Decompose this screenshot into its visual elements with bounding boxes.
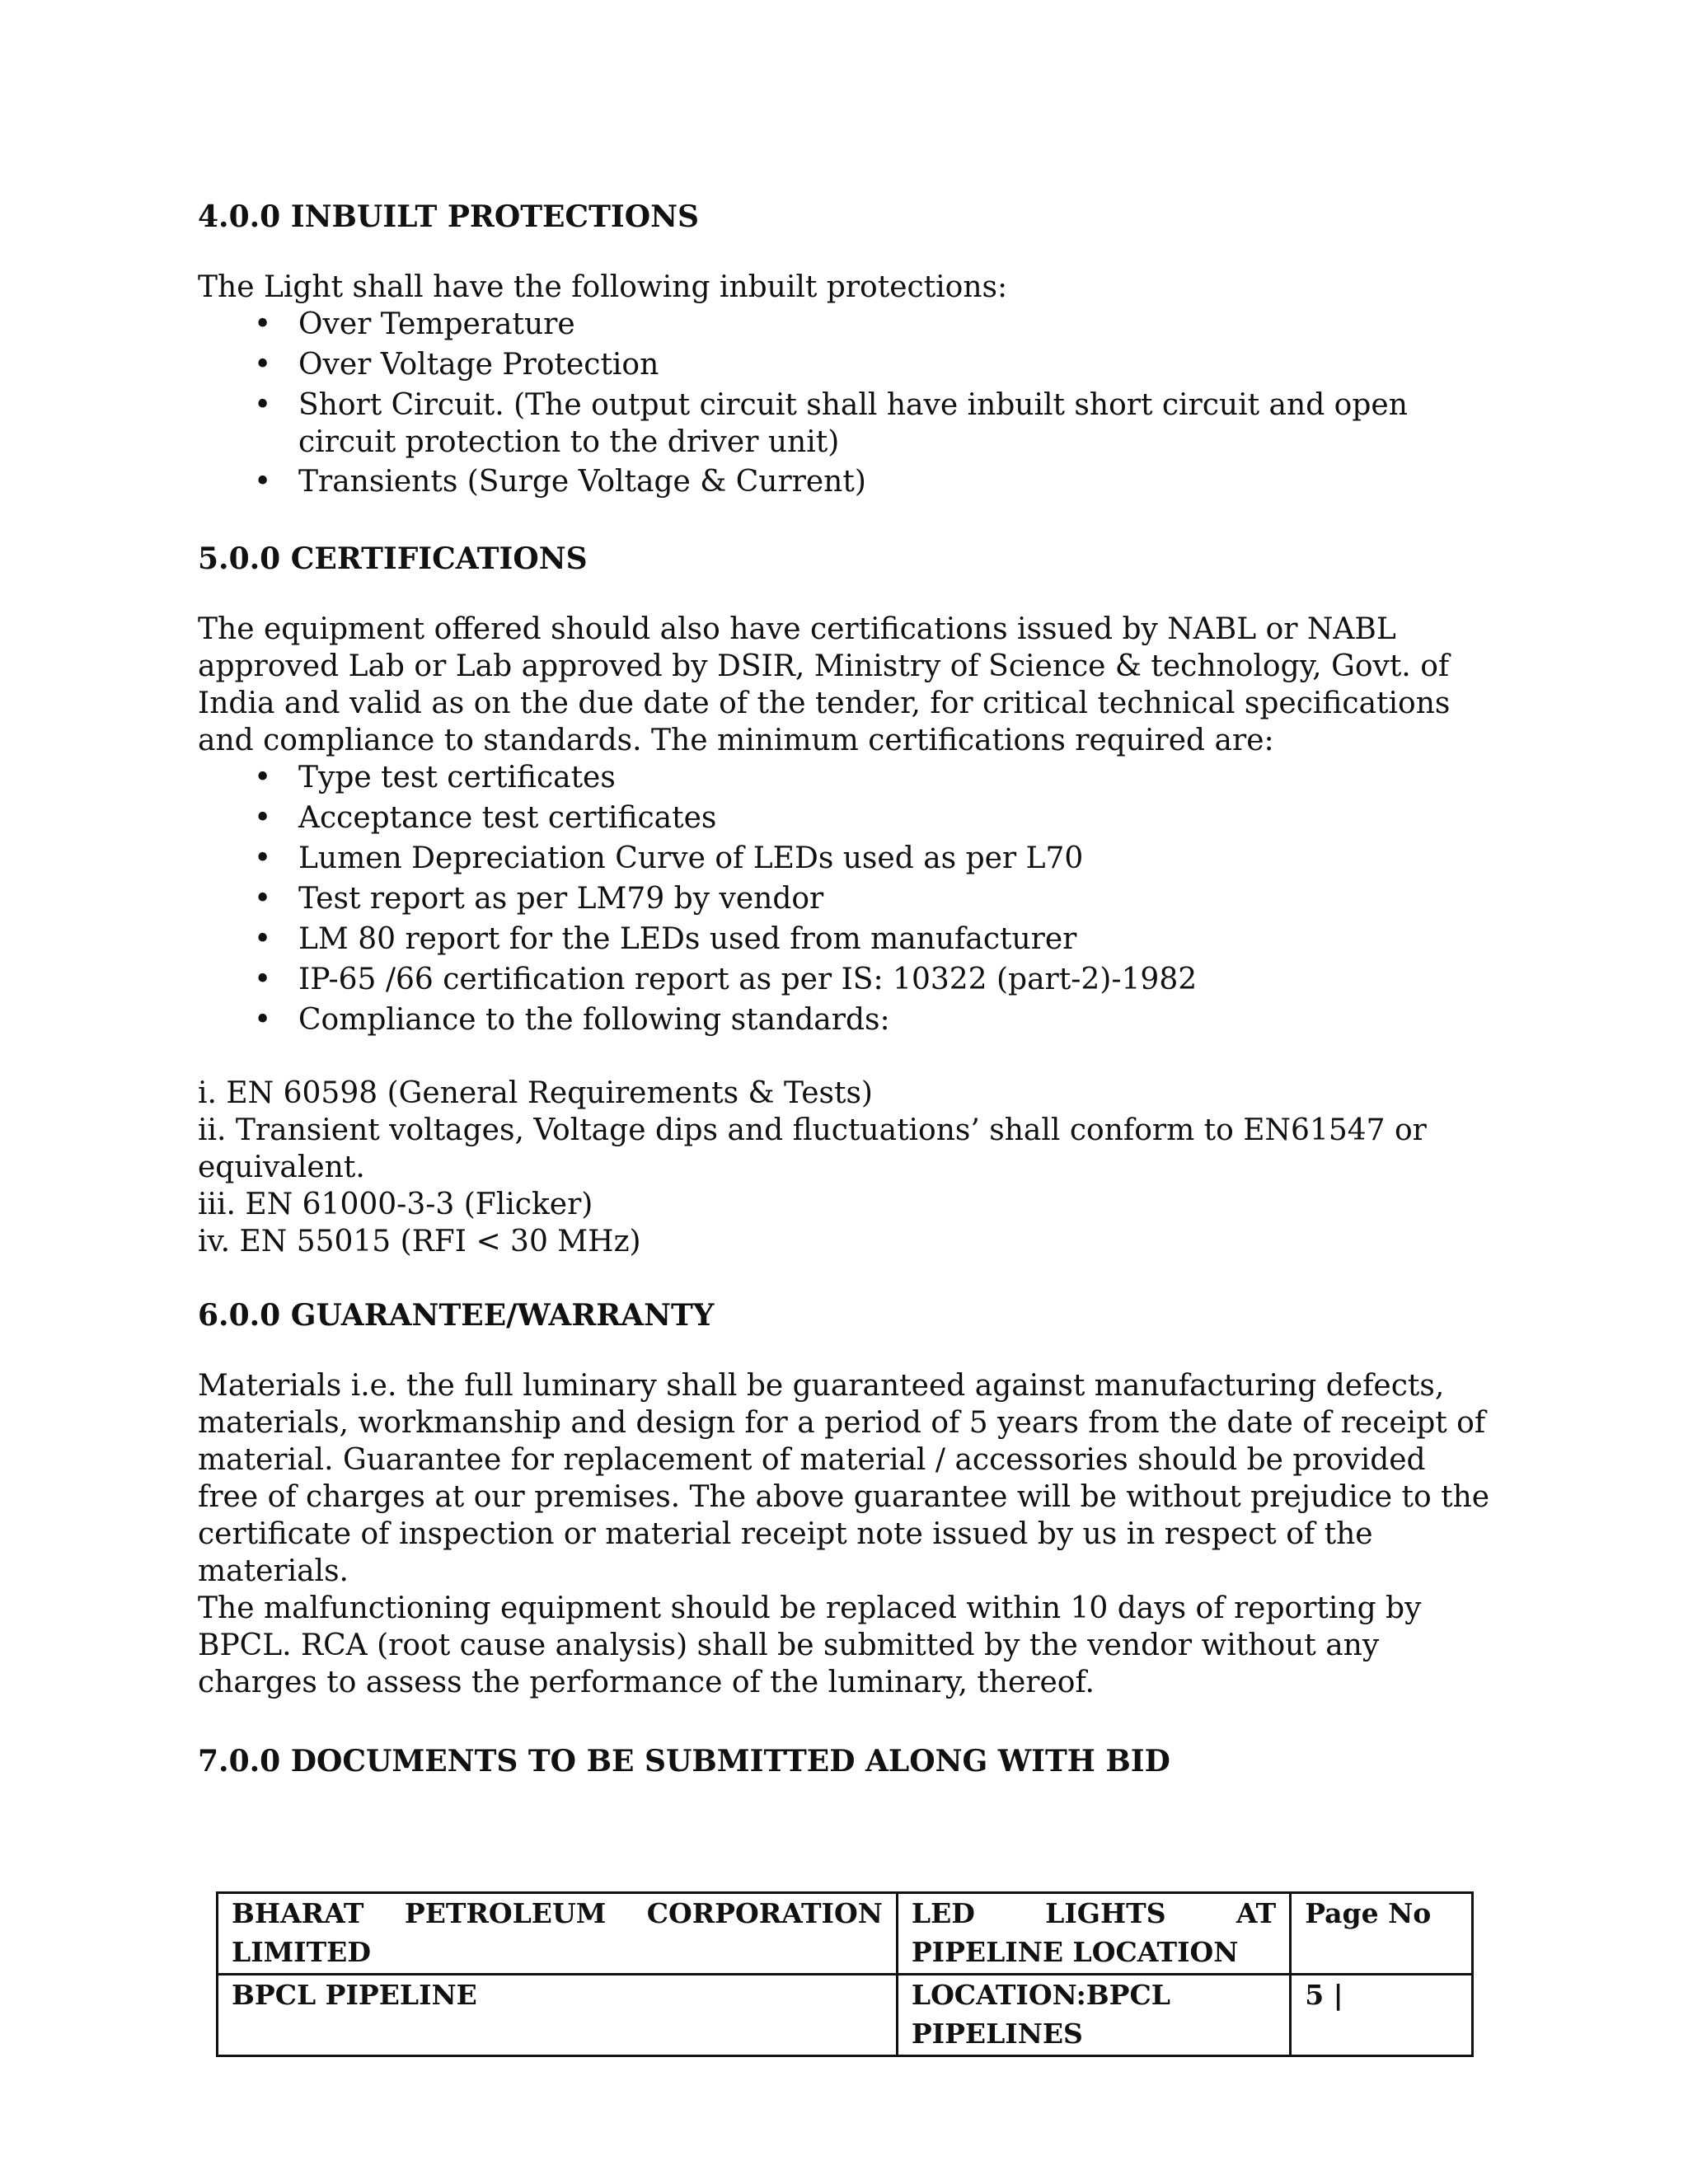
list-item: iii. EN 61000-3-3 (Flicker) bbox=[198, 1188, 593, 1221]
section-5-heading: 5.0.0 CERTIFICATIONS bbox=[198, 541, 588, 576]
section-5-bullet-list bbox=[198, 759, 1492, 1039]
bullet-icon: • bbox=[254, 307, 272, 341]
page-footer-table bbox=[216, 1891, 1474, 2057]
bullet-icon: • bbox=[254, 348, 272, 382]
bullet-icon: • bbox=[254, 761, 272, 794]
bullet-icon: • bbox=[254, 465, 272, 499]
section-4-bullet-list bbox=[198, 306, 1492, 501]
bullet-icon: • bbox=[254, 801, 272, 835]
section-6-heading: 6.0.0 GUARANTEE/WARRANTY bbox=[198, 1298, 715, 1333]
bullet-icon: • bbox=[254, 882, 272, 916]
list-item: • Short Circuit. (The output circuit shall have inbuilt short circuit and open circuit protection to the driver unit) bbox=[254, 388, 1408, 459]
standards-list bbox=[198, 1075, 1492, 1260]
list-item: • IP-65 /66 certification report as per IS: 10322 (part-2)-1982 bbox=[198, 961, 1492, 999]
footer-project: LED LIGHTS AT PIPELINE LOCATION bbox=[897, 1893, 1290, 1975]
footer-division: BPCL PIPELINE bbox=[218, 1975, 898, 2056]
list-item: • Compliance to the following standards: bbox=[198, 1001, 1492, 1039]
list-item: • Transients (Surge Voltage & Current) bbox=[198, 463, 1492, 501]
list-item: • Over Temperature bbox=[198, 306, 1492, 344]
list-item: • Over Voltage Protection bbox=[198, 346, 1492, 384]
section-6-paragraph-2: The malfunctioning equipment should be replaced within 10 days of reporting by BPCL. RCA (root cause analysis) shall be submitted by the vendor without any charges to assess the performance of the luminary, thereof. bbox=[198, 1591, 1422, 1699]
list-item: • Test report as per LM79 by vendor bbox=[198, 880, 1492, 918]
document-page bbox=[198, 198, 1492, 1780]
bullet-icon: • bbox=[254, 388, 272, 422]
section-4-heading: 4.0.0 INBUILT PROTECTIONS bbox=[198, 199, 699, 234]
section-7-heading: 7.0.0 DOCUMENTS TO BE SUBMITTED ALONG WITH BID bbox=[198, 1744, 1170, 1779]
list-item: • Acceptance test certificates bbox=[198, 799, 1492, 837]
bullet-icon: • bbox=[254, 1003, 272, 1037]
list-item: iv. EN 55015 (RFI < 30 MHz) bbox=[198, 1225, 641, 1258]
list-item: ii. Transient voltages, Voltage dips and fluctuations’ shall conform to EN61547 or equivalent. bbox=[198, 1113, 1427, 1184]
list-item: • LM 80 report for the LEDs used from manufacturer bbox=[198, 921, 1492, 958]
list-item: • Lumen Depreciation Curve of LEDs used as per L70 bbox=[198, 840, 1492, 878]
bullet-icon: • bbox=[254, 841, 272, 875]
section-4-intro: The Light shall have the following inbuilt protections: bbox=[198, 270, 1008, 304]
section-6-paragraph-1: Materials i.e. the full luminary shall be guaranteed against manufacturing defects, materials, workmanship and design for a period of 5 years from the date of receipt of material. Guarantee for replacement of material / accessories should be provided free of charges at our premises. The above guarantee will be without prejudice to the certificate of inspection or material receipt note issued by us in respect of the materials. bbox=[198, 1369, 1490, 1588]
footer-page-number: 5 | bbox=[1291, 1975, 1473, 2056]
list-item: • Type test certificates bbox=[198, 759, 1492, 797]
bullet-icon: • bbox=[254, 922, 272, 956]
section-5-intro: The equipment offered should also have certifications issued by NABL or NABL approved Lab or Lab approved by DSIR, Ministry of Science & technology, Govt. of India and valid as on the due date of the tender, for critical technical specifications and compliance to standards. The minimum certifications required are: bbox=[198, 612, 1451, 757]
footer-company: BHARAT PETROLEUM CORPORATION LIMITED bbox=[218, 1893, 898, 1975]
bullet-icon: • bbox=[254, 963, 272, 996]
list-item: i. EN 60598 (General Requirements & Tests) bbox=[198, 1076, 873, 1110]
footer-location: LOCATION:BPCL PIPELINES bbox=[897, 1975, 1290, 2056]
footer-page-label: Page No bbox=[1291, 1893, 1473, 1975]
